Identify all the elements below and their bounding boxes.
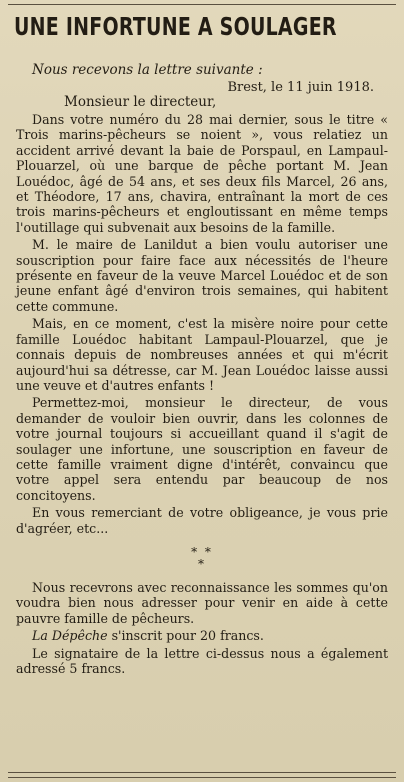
editor-note: Nous recevrons avec reconnaissance les sommes qu'on voudra bien nous adresser pour venir en aide à cette pauvre famille de pêcheurs. bbox=[16, 579, 388, 626]
top-rule bbox=[8, 4, 396, 5]
bottom-rule bbox=[8, 772, 396, 778]
letter-closing: En vous remerciant de votre obligeance, je vous prie d'agréer, etc... bbox=[16, 505, 388, 536]
newspaper-name: La Dépêche bbox=[32, 628, 108, 644]
letter-paragraph: M. le maire de Lanildut a bien voulu autoriser une souscription pour faire face aux nécessités de l'heure présente en faveur de la veuve Marcel Louédoc et de son jeune enfant âgé d'environ trois semaines, qui habitent cette commune. bbox=[16, 237, 388, 314]
letter-paragraph: Mais, en ce moment, c'est la misère noire pour cette famille Louédoc habitant Lampaul-Plouarzel, que je connais depuis de nombreuses années et qui m'écrit aujourd'hui sa détresse, car M. Jean Louédoc laisse aussi une veuve et d'autres enfants ! bbox=[16, 316, 388, 393]
signatory-note: Le signataire de la lettre ci-dessus nous a également adressé 5 francs. bbox=[16, 645, 388, 676]
letter-paragraph: Dans votre numéro du 28 mai dernier, sous le titre « Trois marins-pêcheurs se noient », vous relatiez un accident arrivé devant la baie de Porspaul, en Lampaul-Plouarzel, où une barque de pêche portant M. Jean Louédoc, âgé de 54 ans, et ses deux fils Marcel, 26 ans, et Théodore, 17 ans, chavira, entraînant la mort de ces trois marins-pêcheurs et engloutissant en même temps l'outillage qui subvenait aux besoins de la famille. bbox=[16, 112, 388, 235]
asterism-separator: * * * bbox=[191, 544, 213, 571]
subscription-note bbox=[16, 628, 388, 643]
article-body bbox=[16, 112, 388, 676]
dateline: Brest, le 11 juin 1918. bbox=[227, 80, 374, 95]
subscription-amount: s'inscrit pour 20 francs. bbox=[107, 628, 264, 644]
salutation: Monsieur le directeur, bbox=[64, 94, 217, 110]
letter-paragraph: Permettez-moi, monsieur le directeur, de vous demander de vouloir bien ouvrir, dans les colonnes de votre journal toujours si accueillant quand il s'agit de soulager une infortune, une souscription en faveur de cette famille vraiment digne d'intérêt, convaincu que votre appel sera entendu par beaucoup de nos concitoyens. bbox=[16, 395, 388, 503]
headline: UNE INFORTUNE A SOULAGER bbox=[14, 12, 337, 41]
intro-line: Nous recevons la lettre suivante : bbox=[32, 62, 263, 78]
